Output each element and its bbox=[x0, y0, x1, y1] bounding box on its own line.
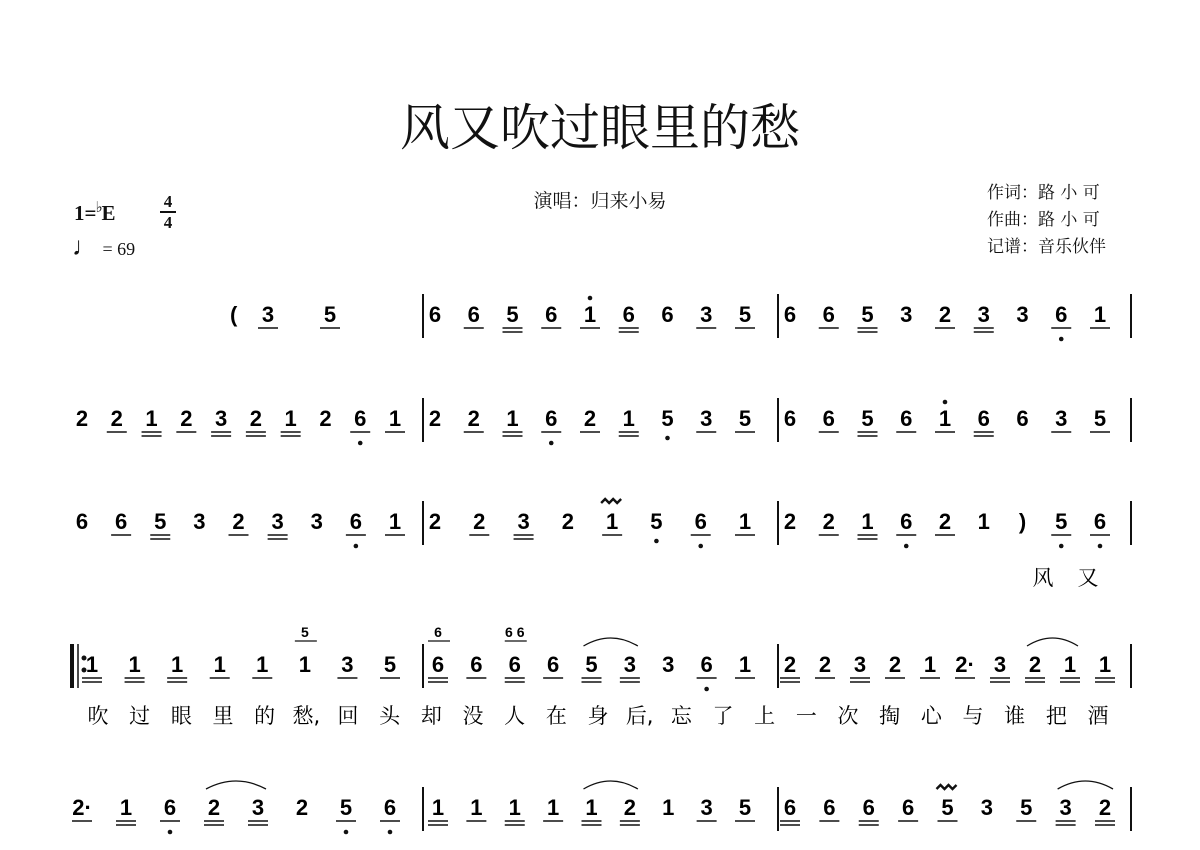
singer-credit: 演唱：归来小易 bbox=[533, 190, 667, 212]
note-digit: 1 bbox=[388, 509, 402, 534]
note-digit: 2 bbox=[938, 509, 952, 534]
note-digit: 6 bbox=[75, 509, 89, 534]
lyric-char: 上 bbox=[754, 704, 776, 728]
note-digit: 2 bbox=[110, 406, 123, 431]
note-digit: 1 bbox=[662, 795, 675, 820]
note-digit: 2 bbox=[783, 509, 797, 534]
song-title: 风又吹过眼里的愁 bbox=[400, 99, 800, 157]
note-digit: 1 bbox=[977, 509, 990, 534]
note-digit: 2 bbox=[473, 509, 486, 534]
note-digit: 6 bbox=[428, 302, 442, 327]
note-digit: 3 bbox=[341, 652, 354, 677]
note-digit: 2· bbox=[955, 652, 975, 677]
lyric-char: 忘 bbox=[670, 704, 692, 728]
note-digit: 2 bbox=[818, 652, 832, 677]
note-digit: 1 bbox=[431, 795, 445, 820]
note-digit: 5 bbox=[861, 302, 874, 327]
note-digit: 6 bbox=[823, 795, 836, 820]
lyric-char: 回 bbox=[337, 704, 359, 728]
note-digit: 6 bbox=[547, 652, 560, 677]
note-digit: 5 bbox=[738, 795, 752, 820]
note-digit: 5 bbox=[1020, 795, 1033, 820]
note-digit: 6 bbox=[349, 509, 362, 534]
note-digit: 6 bbox=[862, 795, 875, 820]
note-digit: 1 bbox=[284, 406, 297, 431]
note-digit: 2· bbox=[72, 795, 92, 820]
note-digit: 1 bbox=[738, 509, 752, 534]
note-digit: 2 bbox=[75, 406, 89, 431]
note-digit: 6 bbox=[977, 406, 990, 431]
grace-note: 5 bbox=[300, 624, 309, 640]
flat-sign: ♭ bbox=[95, 200, 103, 216]
note-digit: 3 bbox=[980, 795, 993, 820]
open-paren: ( bbox=[230, 302, 238, 327]
lyric-char: 人 bbox=[504, 704, 526, 728]
note-digit: 6 bbox=[902, 795, 915, 820]
quarter-note-icon: ♩ bbox=[72, 232, 98, 261]
low-octave-dot bbox=[168, 830, 173, 835]
note-digit: 2 bbox=[428, 509, 442, 534]
close-paren: ) bbox=[1018, 509, 1027, 534]
key-prefix: 1= bbox=[74, 201, 97, 225]
note-digit: 1 bbox=[923, 652, 937, 677]
note-digit: 2 bbox=[623, 795, 636, 820]
note-digit: 5 bbox=[941, 795, 954, 820]
meter-top: 4 bbox=[163, 192, 173, 211]
note-digit: 5 bbox=[661, 406, 674, 431]
lyric-char: 过 bbox=[129, 704, 151, 728]
lyric-char: 一 bbox=[795, 704, 817, 728]
note-digit: 3 bbox=[261, 302, 275, 327]
note-digit: 1 bbox=[508, 795, 521, 820]
note-digit: 1 bbox=[470, 795, 483, 820]
note-digit: 3 bbox=[700, 795, 713, 820]
note-digit: 5 bbox=[383, 652, 397, 677]
note-digit: 2 bbox=[232, 509, 245, 534]
note-digit: 5 bbox=[506, 302, 519, 327]
note-digit: 6 bbox=[900, 406, 913, 431]
note-digit: 6 bbox=[822, 302, 835, 327]
note-digit: 3 bbox=[193, 509, 206, 534]
note-digit: 3 bbox=[310, 509, 323, 534]
note-digit: 5 bbox=[1093, 406, 1107, 431]
lyric-char: 酒 bbox=[1087, 704, 1109, 728]
note-digit: 2 bbox=[561, 509, 574, 534]
note-digit: 6 bbox=[783, 795, 797, 820]
note-digit: 1 bbox=[298, 652, 311, 677]
note-digit: 3 bbox=[993, 652, 1007, 677]
note-digit: 5 bbox=[339, 795, 353, 820]
note-digit: 1 bbox=[213, 652, 226, 677]
note-digit: 5 bbox=[650, 509, 663, 534]
note-digit: 2 bbox=[888, 652, 902, 677]
note-digit: 2 bbox=[467, 406, 480, 431]
slur-arc bbox=[584, 638, 638, 646]
note-digit: 2 bbox=[319, 406, 332, 431]
note-digit: 5 bbox=[738, 302, 752, 327]
high-octave-dot bbox=[588, 296, 593, 301]
note-digit: 5 bbox=[585, 652, 598, 677]
note-digit: 3 bbox=[214, 406, 228, 431]
note-digit: 6 bbox=[431, 652, 445, 677]
note-digit: 6 bbox=[508, 652, 521, 677]
tempo-value: = 69 bbox=[102, 239, 136, 259]
note-digit: 2 bbox=[583, 406, 597, 431]
note-digit: 1 bbox=[1098, 652, 1112, 677]
lyric-char: 里 bbox=[212, 704, 234, 728]
note-digit: 3 bbox=[853, 652, 867, 677]
mordent-icon bbox=[937, 785, 957, 789]
note-digit: 2 bbox=[938, 302, 952, 327]
note-digit: 2 bbox=[428, 406, 442, 431]
note-digit: 3 bbox=[251, 795, 265, 820]
note-digit: 3 bbox=[271, 509, 284, 534]
low-octave-dot bbox=[1098, 544, 1103, 549]
slur-arc bbox=[206, 781, 266, 789]
note-digit: 1 bbox=[606, 509, 619, 534]
low-octave-dot bbox=[344, 830, 349, 835]
note-digit: 3 bbox=[700, 406, 713, 431]
note-digit: 6 bbox=[622, 302, 635, 327]
high-octave-dot bbox=[943, 400, 948, 405]
transcriber-credit: 记谱：音乐伙伴 bbox=[987, 237, 1106, 257]
note-digit: 6 bbox=[1016, 406, 1029, 431]
lyricist-credit: 作词：路 小 可 bbox=[987, 183, 1100, 203]
note-digit: 1 bbox=[938, 406, 952, 431]
low-octave-dot bbox=[704, 687, 709, 692]
low-octave-dot bbox=[904, 544, 909, 549]
lyric-char: 又 bbox=[1077, 566, 1099, 590]
mordent-icon bbox=[601, 499, 621, 503]
note-digit: 1 bbox=[583, 302, 597, 327]
note-digit: 6 bbox=[467, 302, 480, 327]
lyric-char: 在 bbox=[545, 704, 567, 728]
note-digit: 3 bbox=[1055, 406, 1068, 431]
note-digit: 3 bbox=[517, 509, 530, 534]
slur-arc bbox=[1027, 638, 1078, 646]
low-octave-dot bbox=[388, 830, 393, 835]
note-digit: 6 bbox=[694, 509, 707, 534]
lyric-char: 把 bbox=[1045, 704, 1067, 728]
grace-note: 6 bbox=[434, 624, 442, 640]
low-octave-dot bbox=[549, 441, 554, 446]
note-digit: 5 bbox=[154, 509, 167, 534]
note-digit: 6 bbox=[115, 509, 128, 534]
note-digit: 5 bbox=[738, 406, 752, 431]
note-digit: 2 bbox=[1028, 652, 1042, 677]
note-digit: 1 bbox=[145, 406, 158, 431]
lyric-char: 风 bbox=[1032, 566, 1054, 590]
lyric-char: 心 bbox=[920, 704, 942, 728]
note-digit: 3 bbox=[977, 302, 990, 327]
note-digit: 6 bbox=[700, 652, 713, 677]
note-digit: 2 bbox=[207, 795, 221, 820]
note-digit: 5 bbox=[323, 302, 337, 327]
slur-arc bbox=[1058, 781, 1113, 789]
note-digit: 1 bbox=[171, 652, 184, 677]
lyric-char: 吹 bbox=[87, 704, 109, 728]
note-digit: 6 bbox=[545, 302, 558, 327]
low-octave-dot bbox=[354, 544, 359, 549]
note-digit: 1 bbox=[1063, 652, 1077, 677]
lyric-char: 的 bbox=[254, 704, 276, 728]
note-digit: 6 bbox=[1093, 509, 1107, 534]
note-digit: 6 bbox=[783, 406, 797, 431]
grace-note: 6 6 bbox=[505, 624, 525, 640]
lyric-char: 次 bbox=[837, 704, 859, 728]
note-digit: 2 bbox=[295, 795, 309, 820]
note-digit: 3 bbox=[1016, 302, 1029, 327]
note-digit: 2 bbox=[1098, 795, 1112, 820]
low-octave-dot bbox=[1059, 544, 1064, 549]
lyric-char: 却 bbox=[420, 704, 442, 728]
lyric-char: 掏 bbox=[879, 704, 901, 728]
lyric-char: 谁 bbox=[1004, 704, 1026, 728]
note-digit: 1 bbox=[738, 652, 752, 677]
composer-credit: 作曲：路 小 可 bbox=[987, 210, 1100, 230]
note-digit: 6 bbox=[383, 795, 397, 820]
note-digit: 6 bbox=[822, 406, 835, 431]
note-digit: 6 bbox=[470, 652, 483, 677]
note-digit: 6 bbox=[900, 509, 913, 534]
note-digit: 1 bbox=[128, 652, 141, 677]
lyric-char: 身 bbox=[587, 704, 609, 728]
lyric-char: 没 bbox=[462, 704, 484, 728]
note-digit: 5 bbox=[1055, 509, 1068, 534]
note-digit: 3 bbox=[623, 652, 636, 677]
note-digit: 1 bbox=[861, 509, 874, 534]
lyric-char: 后, bbox=[625, 704, 654, 728]
note-digit: 3 bbox=[1059, 795, 1072, 820]
note-digit: 1 bbox=[1093, 302, 1107, 327]
note-digit: 2 bbox=[822, 509, 835, 534]
low-octave-dot bbox=[665, 436, 670, 441]
low-octave-dot bbox=[654, 539, 659, 544]
note-digit: 1 bbox=[622, 406, 635, 431]
note-digit: 1 bbox=[119, 795, 133, 820]
low-octave-dot bbox=[358, 441, 363, 446]
note-digit: 1 bbox=[585, 795, 598, 820]
key-note: E bbox=[101, 201, 116, 225]
note-digit: 6 bbox=[1055, 302, 1068, 327]
note-digit: 6 bbox=[354, 406, 367, 431]
note-digit: 3 bbox=[700, 302, 713, 327]
lyric-char: 头 bbox=[379, 704, 401, 728]
lyric-char: 眼 bbox=[170, 704, 192, 728]
note-digit: 1 bbox=[256, 652, 269, 677]
meter-bottom: 4 bbox=[163, 213, 173, 232]
low-octave-dot bbox=[1059, 337, 1064, 342]
note-digit: 1 bbox=[85, 652, 99, 677]
note-digit: 1 bbox=[388, 406, 402, 431]
note-digit: 1 bbox=[547, 795, 560, 820]
low-octave-dot bbox=[698, 544, 703, 549]
note-digit: 1 bbox=[506, 406, 519, 431]
note-digit: 2 bbox=[180, 406, 193, 431]
note-digit: 6 bbox=[163, 795, 177, 820]
note-digit: 6 bbox=[661, 302, 674, 327]
note-digit: 2 bbox=[249, 406, 263, 431]
note-digit: 6 bbox=[545, 406, 558, 431]
lyric-char: 了 bbox=[712, 704, 734, 728]
lyric-char: 与 bbox=[962, 704, 984, 728]
note-digit: 3 bbox=[900, 302, 913, 327]
note-digit: 5 bbox=[861, 406, 874, 431]
slur-arc bbox=[584, 781, 638, 789]
note-digit: 3 bbox=[662, 652, 675, 677]
note-digit: 2 bbox=[783, 652, 797, 677]
lyric-char: 愁, bbox=[292, 704, 321, 728]
note-digit: 6 bbox=[783, 302, 797, 327]
